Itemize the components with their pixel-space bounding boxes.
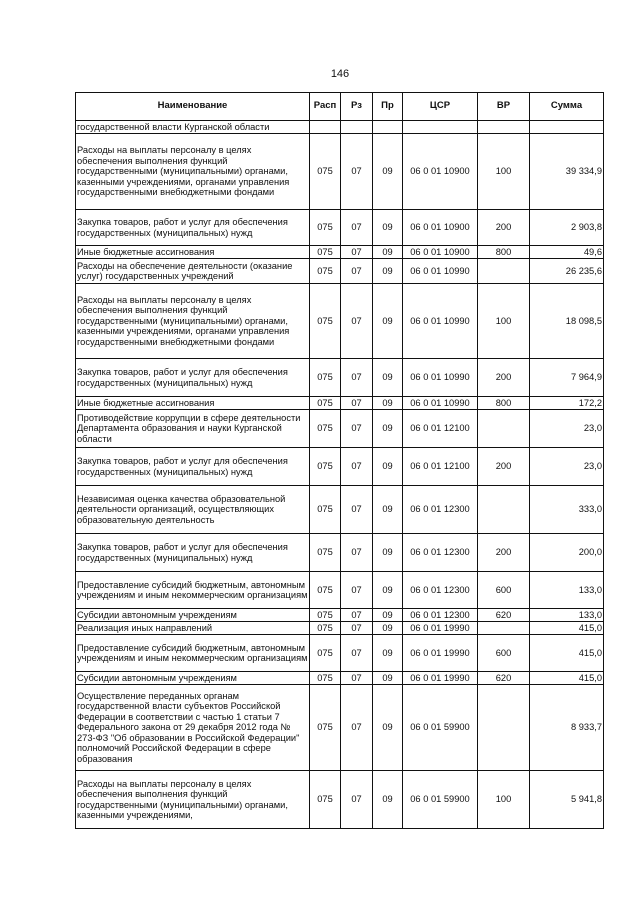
cell-csr: 06 0 01 12300: [403, 572, 478, 609]
cell-name: Реализация иных направлений: [76, 622, 310, 635]
cell-csr: 06 0 01 10900: [403, 210, 478, 246]
table-row: [76, 397, 604, 410]
cell-sum: 23,0: [530, 448, 604, 486]
cell-rz: 07: [341, 572, 373, 609]
cell-pr: 09: [373, 609, 403, 622]
page-number: 146: [330, 68, 350, 80]
cell-rasp: 075: [310, 672, 341, 685]
cell-name: Иные бюджетные ассигнования: [76, 246, 310, 259]
cell-vr: [478, 121, 530, 134]
cell-pr: 09: [373, 448, 403, 486]
cell-rz: 07: [341, 771, 373, 829]
cell-sum: 7 964,9: [530, 359, 604, 397]
cell-csr: 06 0 01 59900: [403, 771, 478, 829]
table-row: [76, 609, 604, 622]
table-row: [76, 572, 604, 609]
header-rasp: Расп: [310, 93, 341, 121]
cell-vr: [478, 622, 530, 635]
header-name: Наименование: [76, 93, 310, 121]
cell-csr: 06 0 01 12300: [403, 609, 478, 622]
cell-rz: 07: [341, 210, 373, 246]
cell-vr: 800: [478, 246, 530, 259]
cell-pr: 09: [373, 246, 403, 259]
budget-table: [75, 92, 604, 829]
cell-pr: [373, 121, 403, 134]
cell-name: Расходы на выплаты персоналу в целях обеспечения выполнения функций государственными (муниципальными) органами, казенными учреждениями,: [76, 771, 310, 829]
cell-pr: 09: [373, 534, 403, 572]
table-row: [76, 246, 604, 259]
table-row: [76, 259, 604, 284]
cell-sum: 200,0: [530, 534, 604, 572]
cell-rz: 07: [341, 534, 373, 572]
cell-rasp: 075: [310, 534, 341, 572]
cell-sum: 415,0: [530, 635, 604, 672]
cell-rasp: 075: [310, 284, 341, 359]
cell-vr: 600: [478, 572, 530, 609]
header-vr: ВР: [478, 93, 530, 121]
cell-pr: 09: [373, 259, 403, 284]
cell-sum: [530, 121, 604, 134]
header-pr: Пр: [373, 93, 403, 121]
cell-vr: [478, 486, 530, 534]
cell-rz: 07: [341, 359, 373, 397]
cell-rasp: 075: [310, 246, 341, 259]
table-row: [76, 685, 604, 771]
cell-sum: 333,0: [530, 486, 604, 534]
cell-csr: 06 0 01 12100: [403, 448, 478, 486]
cell-name: Предоставление субсидий бюджетным, автономным учреждениям и иным некоммерческим организациям: [76, 635, 310, 672]
cell-pr: 09: [373, 284, 403, 359]
table-body: [76, 121, 604, 829]
table-row: [76, 672, 604, 685]
cell-csr: 06 0 01 19990: [403, 672, 478, 685]
cell-vr: 620: [478, 609, 530, 622]
cell-name: Иные бюджетные ассигнования: [76, 397, 310, 410]
cell-rasp: 075: [310, 572, 341, 609]
cell-rasp: 075: [310, 410, 341, 448]
cell-pr: 09: [373, 486, 403, 534]
cell-sum: 415,0: [530, 622, 604, 635]
cell-sum: 2 903,8: [530, 210, 604, 246]
cell-name: Независимая оценка качества образовательной деятельности организаций, осуществляющих образовательную деятельность: [76, 486, 310, 534]
cell-name: Закупка товаров, работ и услуг для обеспечения государственных (муниципальных) нужд: [76, 210, 310, 246]
cell-pr: 09: [373, 635, 403, 672]
cell-vr: 200: [478, 359, 530, 397]
cell-rz: 07: [341, 486, 373, 534]
cell-vr: 200: [478, 210, 530, 246]
cell-csr: 06 0 01 59900: [403, 685, 478, 771]
cell-sum: 172,2: [530, 397, 604, 410]
cell-sum: 5 941,8: [530, 771, 604, 829]
cell-rz: 07: [341, 397, 373, 410]
table-row: [76, 635, 604, 672]
cell-pr: 09: [373, 397, 403, 410]
cell-rasp: 075: [310, 397, 341, 410]
cell-csr: 06 0 01 19990: [403, 635, 478, 672]
cell-rasp: 075: [310, 635, 341, 672]
table-row: [76, 284, 604, 359]
cell-name: Расходы на выплаты персоналу в целях обеспечения выполнения функций государственными (муниципальными) органами, казенными учреждениями, органами управления государственными внебюджетными фондами: [76, 284, 310, 359]
cell-csr: 06 0 01 10900: [403, 246, 478, 259]
cell-sum: 49,6: [530, 246, 604, 259]
table-row: [76, 534, 604, 572]
table-row: [76, 134, 604, 210]
cell-csr: 06 0 01 10990: [403, 284, 478, 359]
cell-vr: [478, 685, 530, 771]
cell-name: Субсидии автономным учреждениям: [76, 609, 310, 622]
cell-rasp: 075: [310, 210, 341, 246]
table-row: [76, 410, 604, 448]
cell-vr: 100: [478, 284, 530, 359]
cell-pr: 09: [373, 572, 403, 609]
cell-csr: 06 0 01 10990: [403, 259, 478, 284]
cell-pr: 09: [373, 359, 403, 397]
cell-sum: 18 098,5: [530, 284, 604, 359]
cell-vr: 200: [478, 534, 530, 572]
cell-vr: [478, 259, 530, 284]
cell-pr: 09: [373, 134, 403, 210]
cell-pr: 09: [373, 622, 403, 635]
table-row: [76, 121, 604, 134]
cell-rasp: 075: [310, 134, 341, 210]
cell-name: Закупка товаров, работ и услуг для обеспечения государственных (муниципальных) нужд: [76, 448, 310, 486]
cell-rasp: 075: [310, 448, 341, 486]
cell-name: государственной власти Курганской области: [76, 121, 310, 134]
cell-name: Расходы на выплаты персоналу в целях обеспечения выполнения функций государственными (муниципальными) органами, казенными учреждениями, органами управления государственными внебюджетными фондами: [76, 134, 310, 210]
cell-rz: 07: [341, 609, 373, 622]
cell-sum: 23,0: [530, 410, 604, 448]
cell-vr: 620: [478, 672, 530, 685]
cell-rasp: 075: [310, 259, 341, 284]
header-sum: Сумма: [530, 93, 604, 121]
cell-csr: 06 0 01 12100: [403, 410, 478, 448]
cell-rasp: 075: [310, 609, 341, 622]
cell-csr: 06 0 01 12300: [403, 486, 478, 534]
cell-name: Расходы на обеспечение деятельности (оказание услуг) государственных учреждений: [76, 259, 310, 284]
table-row: [76, 448, 604, 486]
table-row: [76, 359, 604, 397]
cell-vr: 800: [478, 397, 530, 410]
cell-pr: 09: [373, 771, 403, 829]
cell-sum: 26 235,6: [530, 259, 604, 284]
table-header: [76, 93, 604, 121]
cell-csr: 06 0 01 19990: [403, 622, 478, 635]
cell-vr: 100: [478, 771, 530, 829]
cell-pr: 09: [373, 685, 403, 771]
cell-name: Предоставление субсидий бюджетным, автономным учреждениям и иным некоммерческим организациям: [76, 572, 310, 609]
cell-rz: 07: [341, 448, 373, 486]
cell-sum: 8 933,7: [530, 685, 604, 771]
cell-csr: 06 0 01 10900: [403, 134, 478, 210]
cell-rasp: 075: [310, 771, 341, 829]
cell-sum: 133,0: [530, 609, 604, 622]
table-row: [76, 622, 604, 635]
cell-rz: 07: [341, 259, 373, 284]
cell-rz: 07: [341, 685, 373, 771]
table-row: [76, 771, 604, 829]
cell-pr: 09: [373, 410, 403, 448]
cell-vr: [478, 410, 530, 448]
cell-rz: 07: [341, 134, 373, 210]
cell-rz: 07: [341, 246, 373, 259]
cell-rz: 07: [341, 284, 373, 359]
cell-name: Противодействие коррупции в сфере деятельности Департамента образования и науки Курганской области: [76, 410, 310, 448]
cell-name: Осуществление переданных органам государственной власти субъектов Российской Федерации в соответствии с частью 1 статьи 7 Федерального закона от 29 декабря 2012 года № 273-ФЗ "Об образовании в Российской Федерации" полномочий Российской Федерации в сфере образования: [76, 685, 310, 771]
cell-sum: 39 334,9: [530, 134, 604, 210]
cell-csr: 06 0 01 10990: [403, 397, 478, 410]
cell-rz: [341, 121, 373, 134]
table-row: [76, 486, 604, 534]
cell-name: Субсидии автономным учреждениям: [76, 672, 310, 685]
cell-sum: 133,0: [530, 572, 604, 609]
cell-rasp: 075: [310, 685, 341, 771]
cell-name: Закупка товаров, работ и услуг для обеспечения государственных (муниципальных) нужд: [76, 534, 310, 572]
header-csr: ЦСР: [403, 93, 478, 121]
cell-rasp: 075: [310, 359, 341, 397]
cell-rasp: [310, 121, 341, 134]
cell-rasp: 075: [310, 622, 341, 635]
cell-name: Закупка товаров, работ и услуг для обеспечения государственных (муниципальных) нужд: [76, 359, 310, 397]
header-rz: Рз: [341, 93, 373, 121]
cell-csr: [403, 121, 478, 134]
cell-rasp: 075: [310, 486, 341, 534]
cell-csr: 06 0 01 10990: [403, 359, 478, 397]
cell-vr: 200: [478, 448, 530, 486]
cell-pr: 09: [373, 210, 403, 246]
cell-csr: 06 0 01 12300: [403, 534, 478, 572]
cell-rz: 07: [341, 635, 373, 672]
cell-rz: 07: [341, 622, 373, 635]
cell-sum: 415,0: [530, 672, 604, 685]
cell-pr: 09: [373, 672, 403, 685]
cell-vr: 600: [478, 635, 530, 672]
table-row: [76, 210, 604, 246]
cell-rz: 07: [341, 672, 373, 685]
cell-rz: 07: [341, 410, 373, 448]
cell-vr: 100: [478, 134, 530, 210]
